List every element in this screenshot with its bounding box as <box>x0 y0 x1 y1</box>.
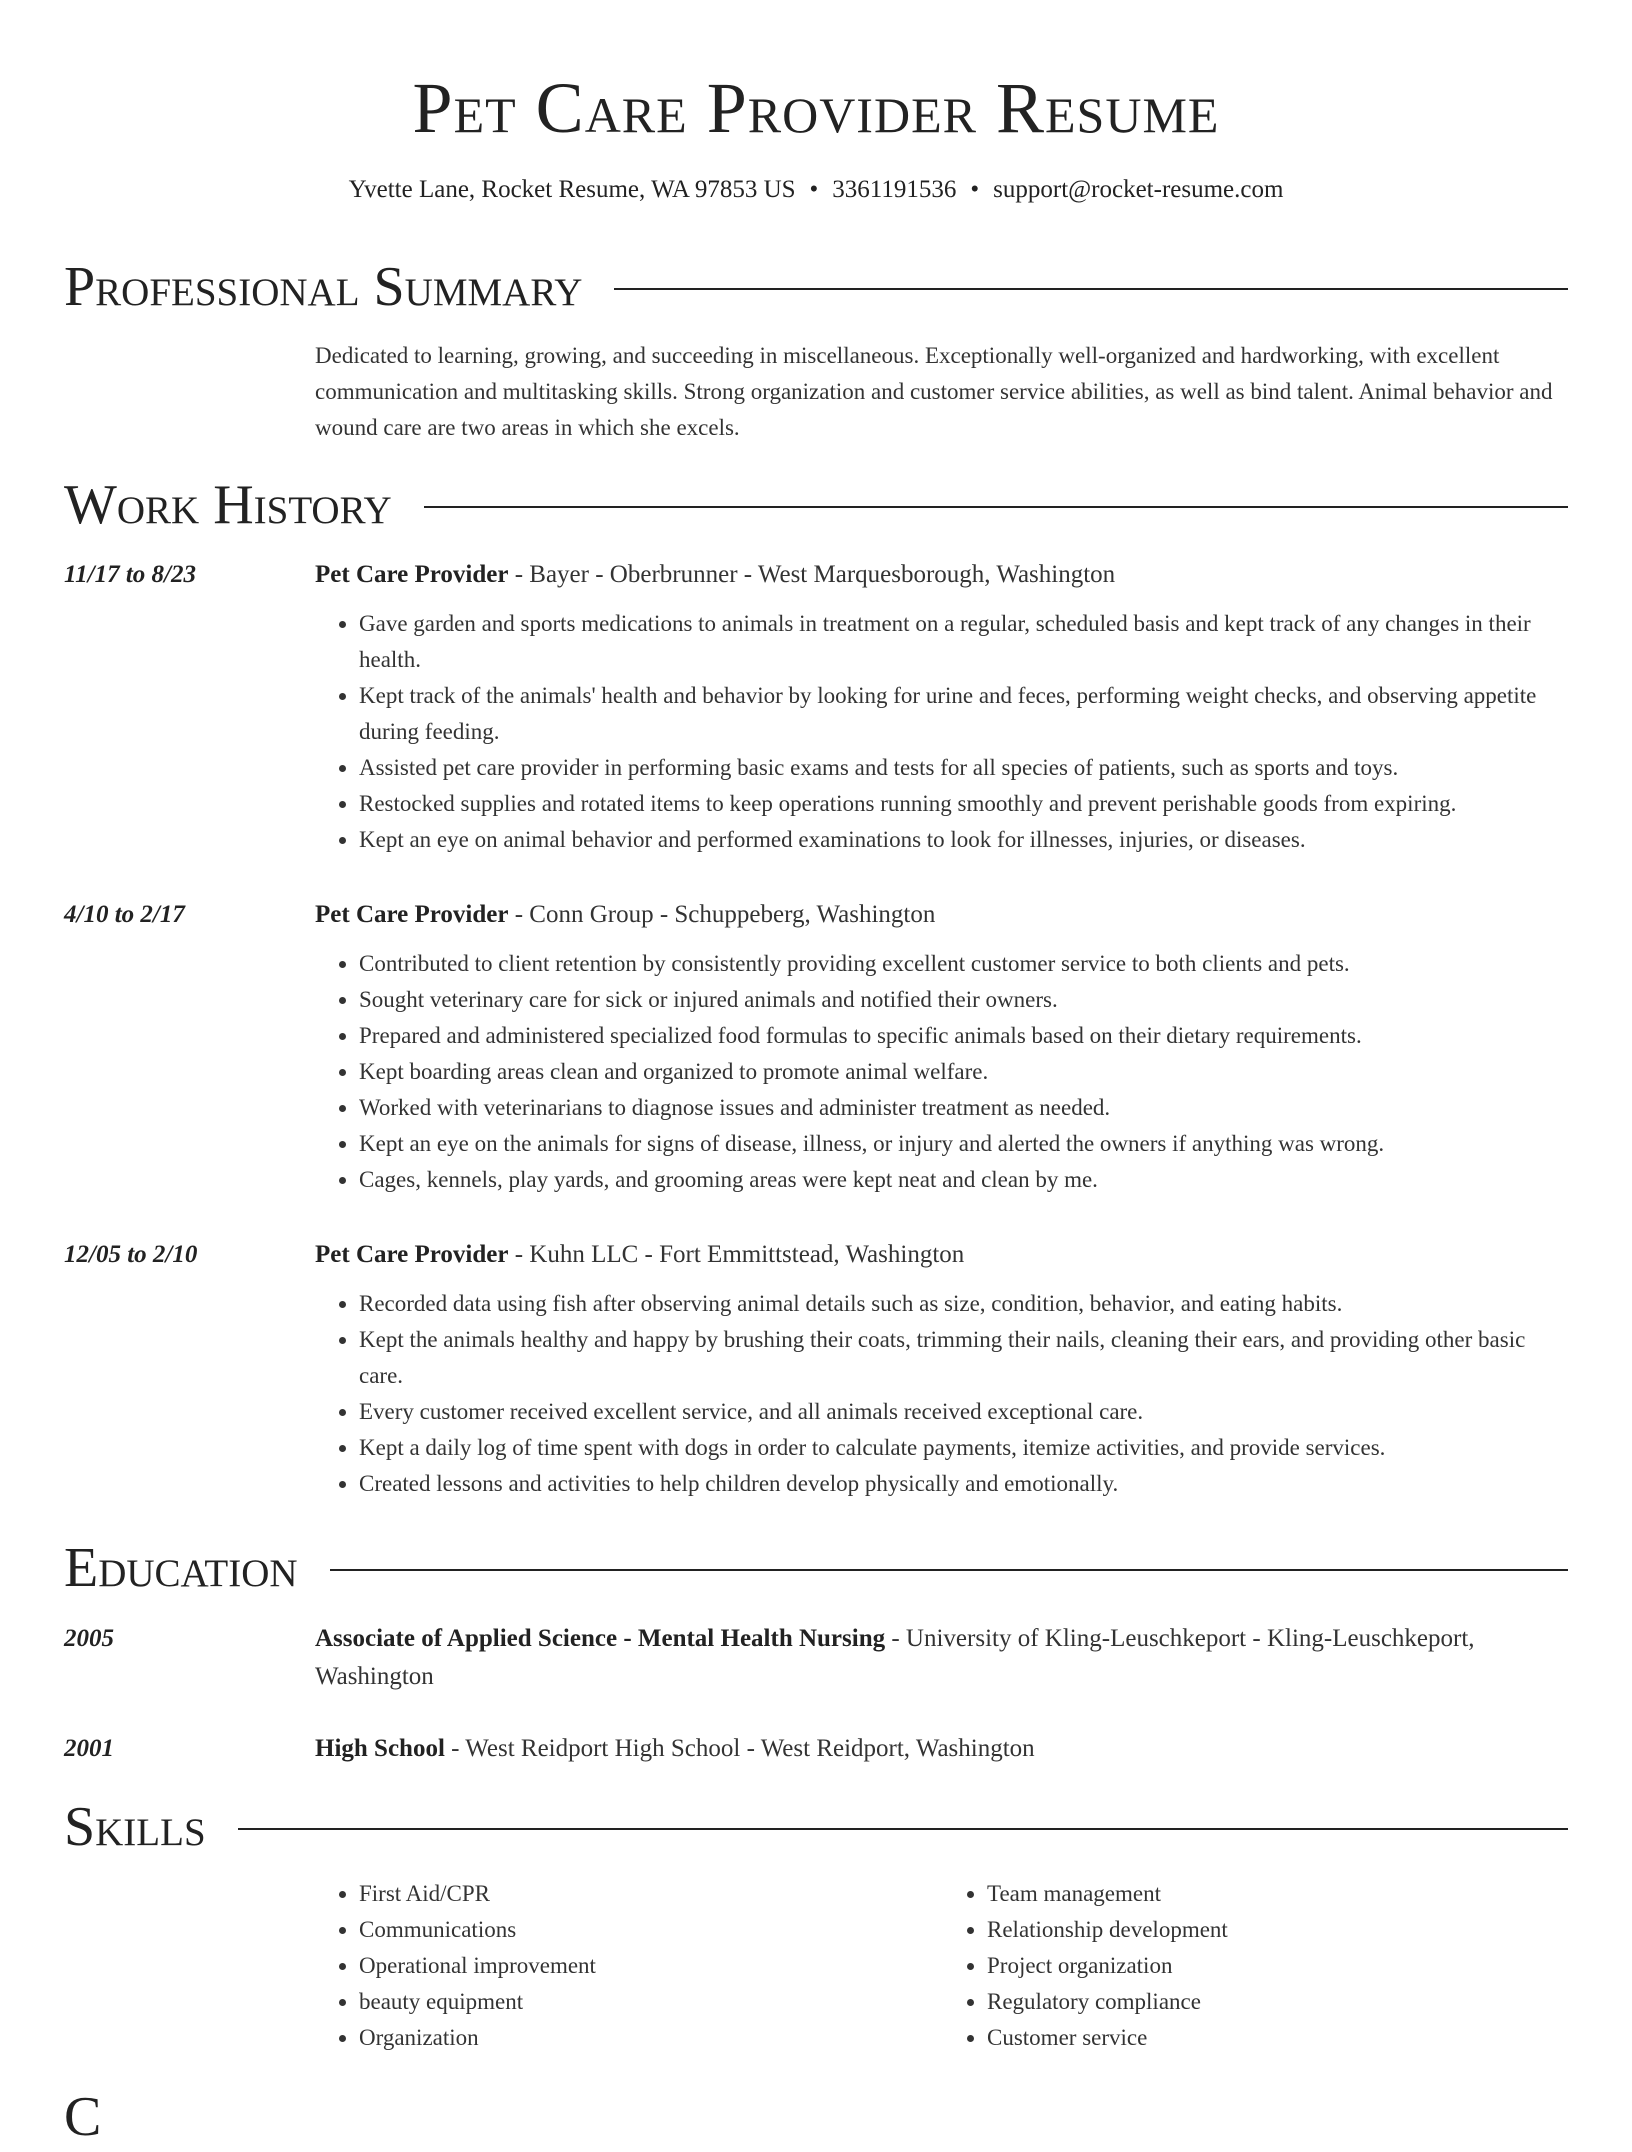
work-bullet: • Kept boarding areas clean and organized to promote animal welfare. <box>359 1054 1568 1090</box>
skill-item: • First Aid/CPR <box>359 1876 943 1912</box>
skill-item: • Regulatory compliance <box>987 1984 1571 2020</box>
work-bullet: • Kept a daily log of time spent with dogs in order to calculate payments, itemize activities, and provide services. <box>359 1430 1568 1466</box>
work-bullet: • Restocked supplies and rotated items to keep operations running smoothly and prevent perishable goods from expiring. <box>359 786 1568 822</box>
work-date: 12/05 to 2/10 <box>64 1241 198 1268</box>
work-heading <box>315 1236 1568 1274</box>
skill-item: • Communications <box>359 1912 943 1948</box>
work-bullets <box>315 946 1568 1198</box>
work-date: 11/17 to 8/23 <box>64 561 196 588</box>
work-details: - Bayer - Oberbrunner - West Marquesborough, Washington <box>508 561 1116 588</box>
work-bullet: • Sought veterinary care for sick or injured animals and notified their owners. <box>359 982 1568 1018</box>
work-role: Pet Care Provider <box>315 1241 509 1268</box>
summary-text: Dedicated to learning, growing, and succeeding in miscellaneous. Exceptionally well-organized and hardworking, with excellent communication and multitasking skills. Strong organization and customer service abilities, as well as bind talent. Animal behavior and wound care are two areas in which she excels. <box>315 343 1553 440</box>
work-entry <box>64 1236 1568 1502</box>
work-bullet: • Kept an eye on the animals for signs of disease, illness, or injury and alerted the owners if anything was wrong. <box>359 1126 1568 1162</box>
contact-line <box>0 172 1632 208</box>
education-date: 2001 <box>64 1735 114 1762</box>
education-heading <box>315 1730 1568 1768</box>
section-title-summary: Professional Summary <box>64 256 583 318</box>
work-bullet: • Kept the animals healthy and happy by brushing their coats, trimming their nails, cleaning their ears, and providing other basic care. <box>359 1322 1568 1394</box>
work-details: - Conn Group - Schuppeberg, Washington <box>508 901 936 928</box>
work-bullet: • Gave garden and sports medications to animals in treatment on a regular, scheduled basis and kept track of any changes in their health. <box>359 606 1568 678</box>
section-title-work: Work History <box>64 474 392 536</box>
work-bullet: • Assisted pet care provider in performing basic exams and tests for all species of patients, such as sports and toys. <box>359 750 1568 786</box>
work-entry <box>64 556 1568 858</box>
section-header-education <box>64 1533 1568 1603</box>
skills-column-left <box>315 1876 943 2056</box>
work-heading <box>315 896 1568 934</box>
education-entry <box>64 1620 1568 1696</box>
section-header-skills <box>64 1792 1568 1862</box>
section-divider <box>614 288 1568 290</box>
section-divider <box>238 1828 1568 1830</box>
section-title-partial: C <box>64 2086 102 2148</box>
education-date: 2005 <box>64 1625 114 1652</box>
resume-title: Pet Care Provider Resume <box>412 68 1220 148</box>
section-divider <box>330 1569 1568 1571</box>
section-title-skills: Skills <box>64 1796 206 1858</box>
section-divider <box>424 506 1568 508</box>
section-header-summary <box>64 252 1568 322</box>
education-details: - West Reidport High School - West Reidport, Washington <box>444 1735 1035 1762</box>
work-bullets <box>315 606 1568 858</box>
work-bullets <box>315 1286 1568 1502</box>
section-title-education: Education <box>64 1537 298 1599</box>
work-role: Pet Care Provider <box>315 901 509 928</box>
work-bullet: • Kept track of the animals' health and behavior by looking for urine and feces, performing weight checks, and observing appetite during feeding. <box>359 678 1568 750</box>
education-heading <box>315 1620 1568 1696</box>
work-bullet: • Cages, kennels, play yards, and grooming areas were kept neat and clean by me. <box>359 1162 1568 1198</box>
education-entry <box>64 1730 1568 1768</box>
work-bullet: • Contributed to client retention by consistently providing excellent customer service to both clients and pets. <box>359 946 1568 982</box>
section-header-work <box>64 470 1568 540</box>
education-degree: Associate of Applied Science - Mental Health Nursing <box>315 1625 886 1652</box>
contact-phone: 3361191536 <box>832 176 957 203</box>
skill-item: • Relationship development <box>987 1912 1571 1948</box>
work-heading <box>315 556 1568 594</box>
contact-address: Yvette Lane, Rocket Resume, WA 97853 US <box>348 176 796 203</box>
work-bullet: • Prepared and administered specialized food formulas to specific animals based on their dietary requirements. <box>359 1018 1568 1054</box>
work-date: 4/10 to 2/17 <box>64 901 185 928</box>
skills-column-right <box>943 1876 1571 2056</box>
work-bullet: • Every customer received excellent service, and all animals received exceptional care. <box>359 1394 1568 1430</box>
skills-list <box>315 1876 1571 2056</box>
work-bullet: • Worked with veterinarians to diagnose issues and administer treatment as needed. <box>359 1090 1568 1126</box>
work-details: - Kuhn LLC - Fort Emmittstead, Washington <box>508 1241 965 1268</box>
work-bullet: • Kept an eye on animal behavior and performed examinations to look for illnesses, injuries, or diseases. <box>359 822 1568 858</box>
skill-item: • Operational improvement <box>359 1948 943 1984</box>
work-bullet: • Created lessons and activities to help children develop physically and emotionally. <box>359 1466 1568 1502</box>
contact-email[interactable]: support@rocket-resume.com <box>993 176 1284 203</box>
skill-item: • beauty equipment <box>359 1984 943 2020</box>
education-details: - University of Kling-Leuschkeport - Kling-Leuschkeport, Washington <box>315 1625 1475 1690</box>
contact-separator: • <box>970 176 980 203</box>
skill-item: • Customer service <box>987 2020 1571 2056</box>
work-bullet: • Recorded data using fish after observing animal details such as size, condition, behavior, and eating habits. <box>359 1286 1568 1322</box>
skill-item: • Organization <box>359 2020 943 2056</box>
work-role: Pet Care Provider <box>315 561 509 588</box>
skill-item: • Project organization <box>987 1948 1571 1984</box>
work-entry <box>64 896 1568 1198</box>
education-degree: High School <box>315 1735 445 1762</box>
skill-item: • Team management <box>987 1876 1571 1912</box>
contact-separator: • <box>809 176 819 203</box>
